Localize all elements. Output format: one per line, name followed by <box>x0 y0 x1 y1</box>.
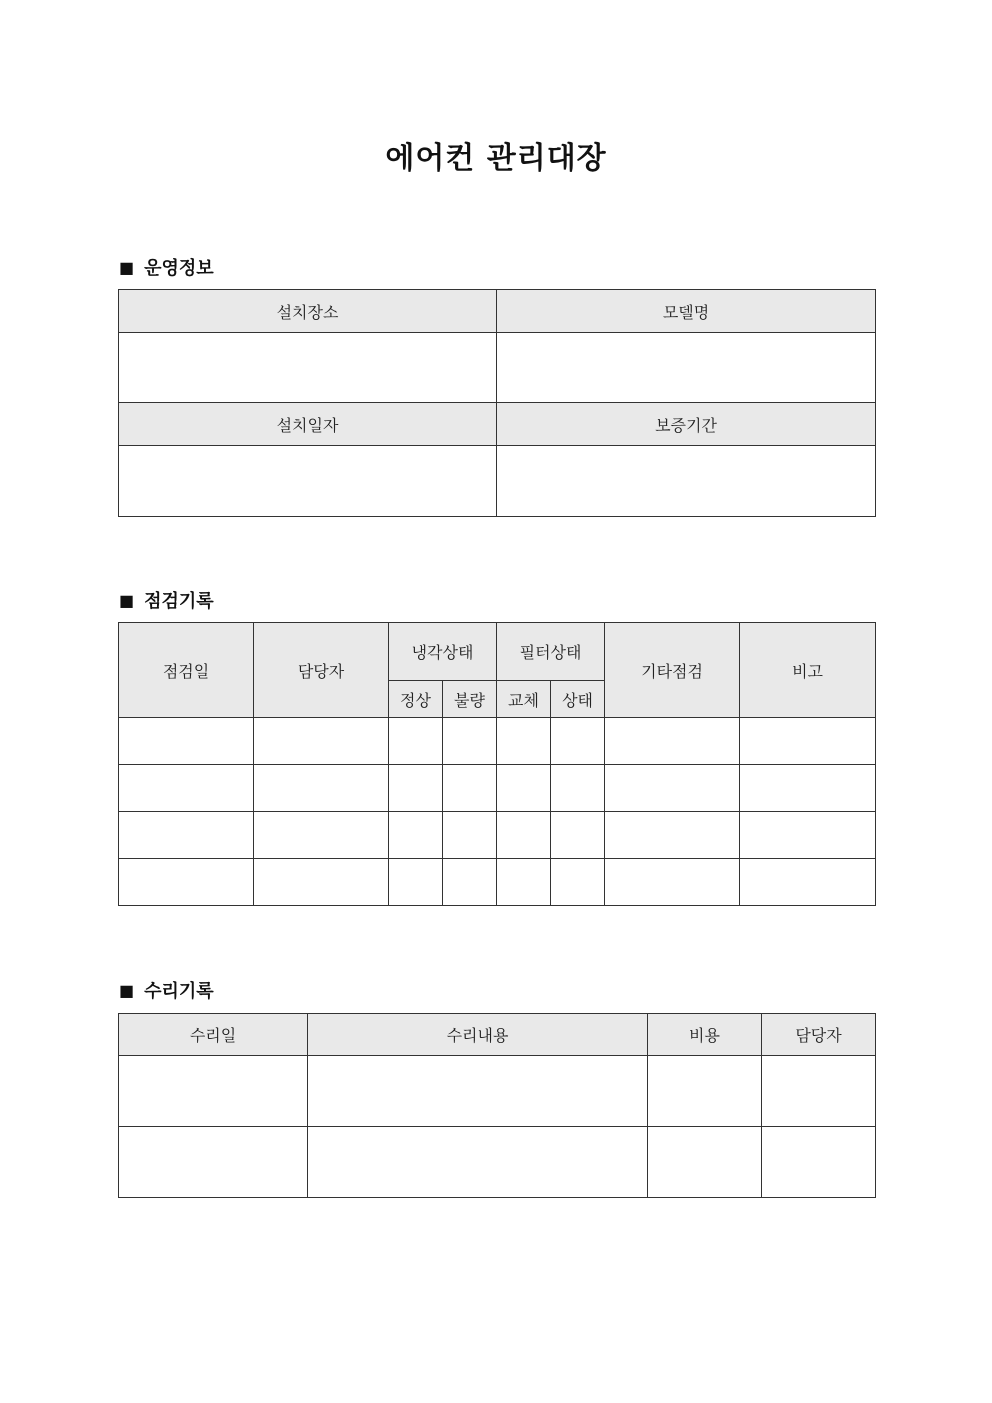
inspection-cell[interactable] <box>389 859 443 906</box>
table-row <box>119 718 876 765</box>
inspection-cell[interactable] <box>254 859 389 906</box>
section-operation-label: 운영정보 <box>144 258 214 279</box>
repair-cell[interactable] <box>648 1127 762 1198</box>
table-row <box>119 1127 876 1198</box>
inspection-cell[interactable] <box>605 812 740 859</box>
section-repair-heading <box>119 977 214 1003</box>
section-operation-heading <box>119 254 214 280</box>
install-date-field[interactable] <box>119 446 497 517</box>
repair-cell[interactable] <box>762 1056 876 1127</box>
inspection-cell[interactable] <box>551 718 605 765</box>
inspection-cell[interactable] <box>605 765 740 812</box>
repair-cost-header: 비용 <box>648 1014 762 1056</box>
inspection-cell[interactable] <box>740 765 876 812</box>
inspection-cell[interactable] <box>443 812 497 859</box>
repair-cell[interactable] <box>762 1127 876 1198</box>
warranty-period-field[interactable] <box>497 446 876 517</box>
inspection-cell[interactable] <box>605 859 740 906</box>
inspection-cell[interactable] <box>551 859 605 906</box>
section-inspection-heading <box>119 587 214 613</box>
model-name-field[interactable] <box>497 333 876 403</box>
inspection-cell[interactable] <box>497 765 551 812</box>
repair-cell[interactable] <box>119 1056 308 1127</box>
inspection-cell[interactable] <box>254 718 389 765</box>
inspection-cell[interactable] <box>497 718 551 765</box>
cooling-status-header: 냉각상태 <box>389 623 497 681</box>
table-row <box>119 765 876 812</box>
inspection-cell[interactable] <box>389 718 443 765</box>
inspection-cell[interactable] <box>740 718 876 765</box>
inspection-cell[interactable] <box>740 812 876 859</box>
inspection-cell[interactable] <box>443 859 497 906</box>
inspection-cell[interactable] <box>254 765 389 812</box>
inspection-record-table <box>118 622 876 906</box>
repair-content-header: 수리내용 <box>308 1014 648 1056</box>
repair-date-header: 수리일 <box>119 1014 308 1056</box>
section-inspection-label: 점검기록 <box>144 591 214 612</box>
repair-cell[interactable] <box>119 1127 308 1198</box>
cooling-normal-header: 정상 <box>389 681 443 718</box>
inspection-cell[interactable] <box>443 765 497 812</box>
cooling-bad-header: 불량 <box>443 681 497 718</box>
install-location-label: 설치장소 <box>119 290 497 333</box>
square-bullet-icon: ■ <box>119 257 135 277</box>
inspection-cell[interactable] <box>551 765 605 812</box>
install-date-label: 설치일자 <box>119 403 497 446</box>
operation-info-table <box>118 289 876 517</box>
inspection-cell[interactable] <box>605 718 740 765</box>
other-inspection-header: 기타점검 <box>605 623 740 718</box>
note-header: 비고 <box>740 623 876 718</box>
filter-status-header: 필터상태 <box>497 623 605 681</box>
repair-cell[interactable] <box>308 1056 648 1127</box>
filter-replace-header: 교체 <box>497 681 551 718</box>
inspection-cell[interactable] <box>119 718 254 765</box>
model-name-label: 모델명 <box>497 290 876 333</box>
document-title: 에어컨 관리대장 <box>385 141 607 176</box>
table-row <box>119 859 876 906</box>
section-repair-label: 수리기록 <box>144 981 214 1002</box>
inspection-cell[interactable] <box>119 859 254 906</box>
inspection-cell[interactable] <box>443 718 497 765</box>
inspection-cell[interactable] <box>551 812 605 859</box>
square-bullet-icon: ■ <box>119 590 135 610</box>
repair-cell[interactable] <box>308 1127 648 1198</box>
filter-condition-header: 상태 <box>551 681 605 718</box>
inspection-cell[interactable] <box>119 765 254 812</box>
install-location-field[interactable] <box>119 333 497 403</box>
repair-cell[interactable] <box>648 1056 762 1127</box>
inspection-manager-header: 담당자 <box>254 623 389 718</box>
inspection-cell[interactable] <box>497 859 551 906</box>
square-bullet-icon: ■ <box>119 980 135 1000</box>
inspection-cell[interactable] <box>389 812 443 859</box>
inspection-date-header: 점검일 <box>119 623 254 718</box>
inspection-cell[interactable] <box>254 812 389 859</box>
inspection-cell[interactable] <box>119 812 254 859</box>
inspection-cell[interactable] <box>497 812 551 859</box>
repair-manager-header: 담당자 <box>762 1014 876 1056</box>
inspection-cell[interactable] <box>389 765 443 812</box>
repair-record-table <box>118 1013 876 1198</box>
table-row <box>119 812 876 859</box>
table-row <box>119 1056 876 1127</box>
inspection-cell[interactable] <box>740 859 876 906</box>
warranty-period-label: 보증기간 <box>497 403 876 446</box>
